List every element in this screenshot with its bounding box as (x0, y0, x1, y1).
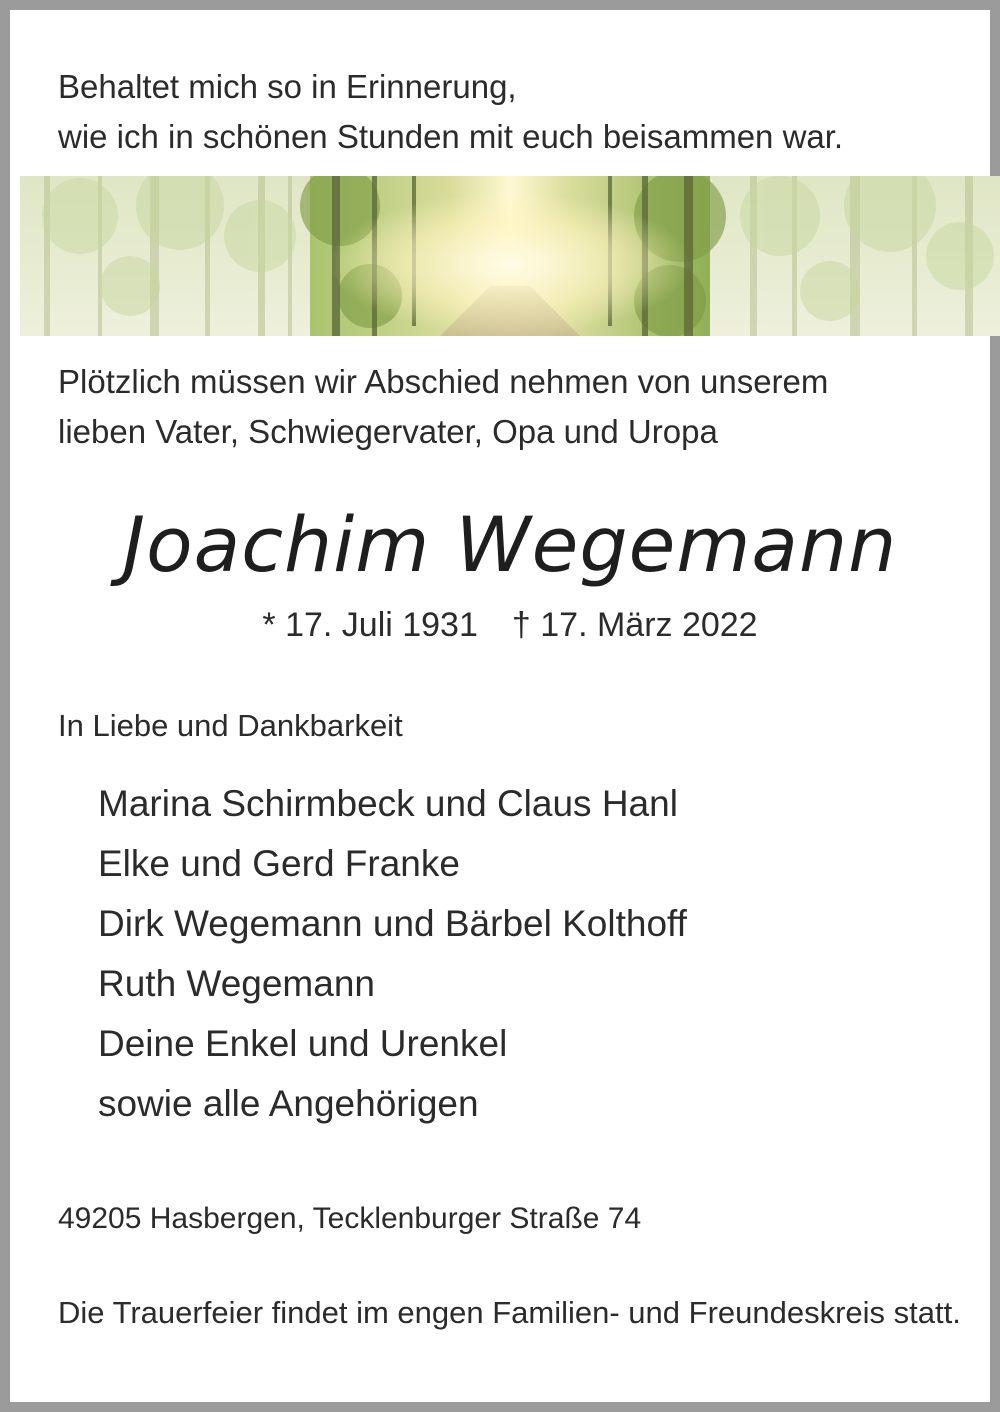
mourner-entry: sowie alle Angehörigen (98, 1083, 479, 1124)
mourner-entry: Deine Enkel und Urenkel (98, 1023, 508, 1064)
forest-path-image (20, 176, 1000, 336)
death-date: † 17. März 2022 (511, 606, 758, 644)
ceremony-note: Die Trauerfeier findet im engen Familien- und Freundeskreis statt. (58, 1295, 961, 1330)
mourners-list (98, 774, 687, 1134)
deceased-name: Joachim Wegemann (122, 500, 898, 589)
thanks-line: In Liebe und Dankbarkeit (58, 708, 403, 743)
intro-line-1: Plötzlich müssen wir Abschied nehmen von unserem (58, 363, 829, 400)
mourner-entry: Ruth Wegemann (98, 963, 375, 1004)
birth-date: * 17. Juli 1931 (262, 606, 478, 644)
intro-line-2: lieben Vater, Schwiegervater, Opa und Uropa (58, 413, 718, 450)
motto-line-2: wie ich in schönen Stunden mit euch beisammen war. (58, 118, 844, 155)
motto-line-1: Behaltet mich so in Erinnerung, (58, 68, 517, 105)
mourner-entry: Elke und Gerd Franke (98, 843, 460, 884)
family-address: 49205 Hasbergen, Tecklenburger Straße 74 (58, 1202, 642, 1235)
mourner-entry: Marina Schirmbeck und Claus Hanl (98, 783, 678, 824)
mourner-entry: Dirk Wegemann und Bärbel Kolthoff (98, 903, 687, 944)
life-dates (10, 606, 1000, 645)
